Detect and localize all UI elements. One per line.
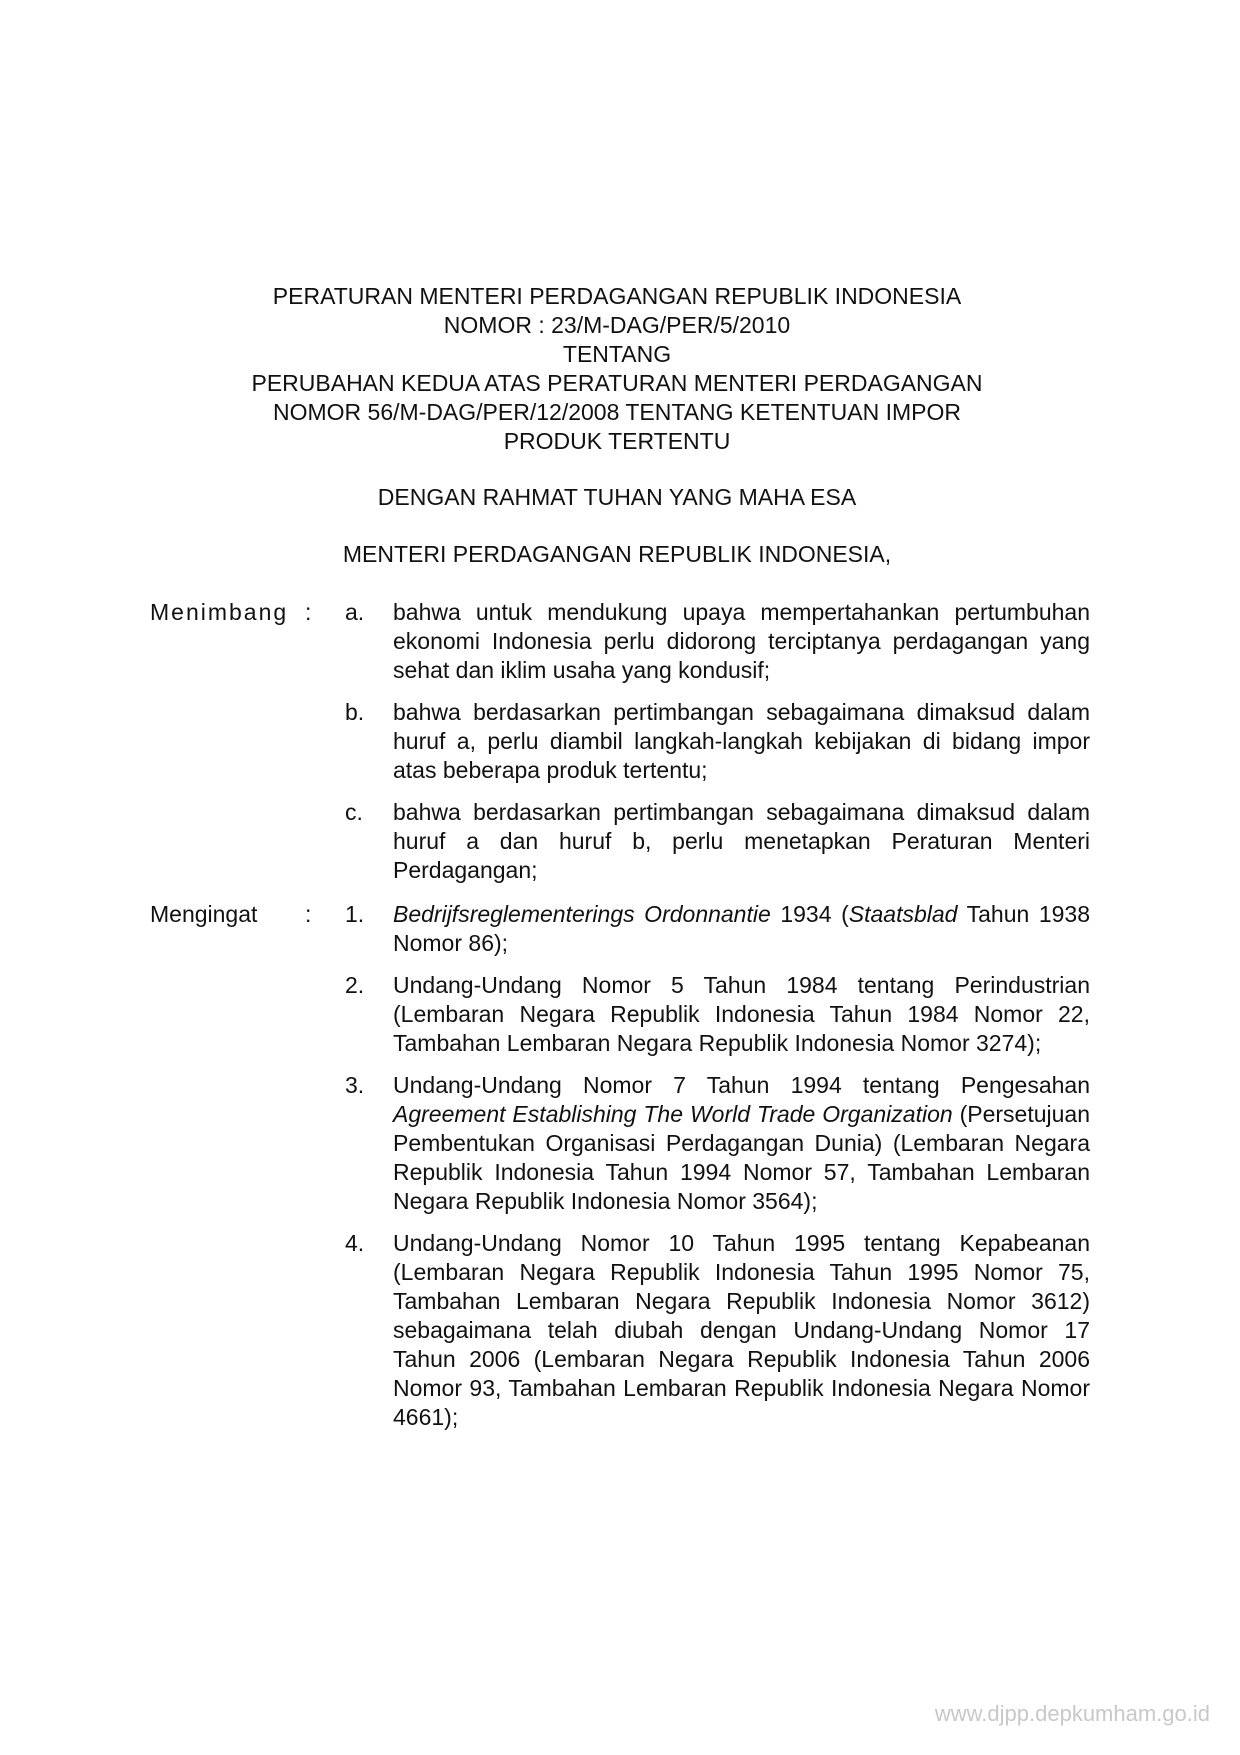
considerations-list [345, 598, 1090, 898]
invocation-heading: DENGAN RAHMAT TUHAN YANG MAHA ESA [377, 484, 857, 510]
italic-term: Bedrijfsreglementerings Ordonnantie [393, 901, 771, 927]
item-marker: a. [345, 599, 365, 625]
title-line: PRODUK TERTENTU [503, 428, 731, 454]
item-marker: c. [345, 799, 363, 825]
item-marker: 2. [345, 972, 365, 998]
text-run: 1934 ( [770, 901, 849, 927]
text-run: Tahun 1938 Nomor 86); [393, 901, 1091, 956]
title-line: PERATURAN MENTERI PERDAGANGAN REPUBLIK INDONESIA [272, 283, 962, 309]
title-line: NOMOR 56/M-DAG/PER/12/2008 TENTANG KETENTUAN IMPOR [272, 399, 961, 425]
watermark-url: www.djpp.depkumham.go.id [934, 1701, 1210, 1726]
item-text: Undang-Undang Nomor 5 Tahun 1984 tentang Perindustrian (Lembaran Negara Republik Indonesia Tahun 1984 Nomor 22, Tambahan Lembaran Negara Republik Indonesia Nomor 3274); [393, 972, 1090, 1056]
item-marker: b. [345, 699, 365, 725]
item-marker: 4. [345, 1230, 365, 1256]
list-item [345, 1071, 1090, 1216]
item-text: Undang-Undang Nomor 10 Tahun 1995 tentang Kepabeanan (Lembaran Negara Republik Indonesia Tahun 1995 Nomor 75, Tambahan Lembaran Negara Republik Indonesia Nomor 3612) sebagaimana telah diubah dengan Undang-Undang Nomor 17 Tahun 2006 (Lembaran Negara Republik Indonesia Tahun 2006 Nomor 93, Tambahan Lembaran Republik Indonesia Negara Nomor 4661); [393, 1230, 1090, 1430]
section-label: Menimbang [150, 599, 289, 625]
list-item [345, 698, 1090, 785]
italic-term: Agreement Establishing The World Trade Organization [393, 1101, 953, 1127]
item-text: bahwa untuk mendukung upaya mempertahankan pertumbuhan ekonomi Indonesia perlu didorong terciptanya perdagangan yang sehat dan iklim usaha yang kondusif; [393, 599, 1090, 683]
list-item [345, 900, 1090, 958]
item-text [393, 900, 1090, 958]
section-colon: : [305, 901, 312, 927]
item-marker: 3. [345, 1072, 365, 1098]
text-run: (Persetujuan Pembentukan Organisasi Perdagangan Dunia) (Lembaran Negara Republik Indonesia Tahun 1994 Nomor 57, Tambahan Lembaran Negara Republik Indonesia Nomor 3564); [393, 1101, 1090, 1214]
title-line: TENTANG [562, 341, 672, 367]
italic-term: Staatsblad [848, 901, 958, 927]
minister-heading: MENTERI PERDAGANGAN REPUBLIK INDONESIA, [342, 541, 892, 567]
title-number: NOMOR : 23/M-DAG/PER/5/2010 [443, 312, 791, 338]
item-text: bahwa berdasarkan pertimbangan sebagaimana dimaksud dalam huruf a, perlu diambil langkah-langkah kebijakan di bidang impor atas beberapa produk tertentu; [393, 699, 1090, 783]
section-colon: : [305, 599, 312, 625]
item-text [393, 1071, 1090, 1216]
item-marker: 1. [345, 901, 365, 927]
item-text: bahwa berdasarkan pertimbangan sebagaimana dimaksud dalam huruf a dan huruf b, perlu menetapkan Peraturan Menteri Perdagangan; [393, 799, 1090, 883]
section-label: Mengingat [150, 901, 258, 927]
regulation-title [150, 282, 1084, 456]
list-item [345, 1229, 1090, 1432]
text-run: Undang-Undang Nomor 7 Tahun 1994 tentang Pengesahan [393, 1072, 1090, 1098]
title-line: PERUBAHAN KEDUA ATAS PERATURAN MENTERI PERDAGANGAN [251, 370, 983, 396]
list-item [345, 798, 1090, 885]
list-item [345, 598, 1090, 685]
legal-basis-list [345, 900, 1090, 1445]
list-item [345, 971, 1090, 1058]
